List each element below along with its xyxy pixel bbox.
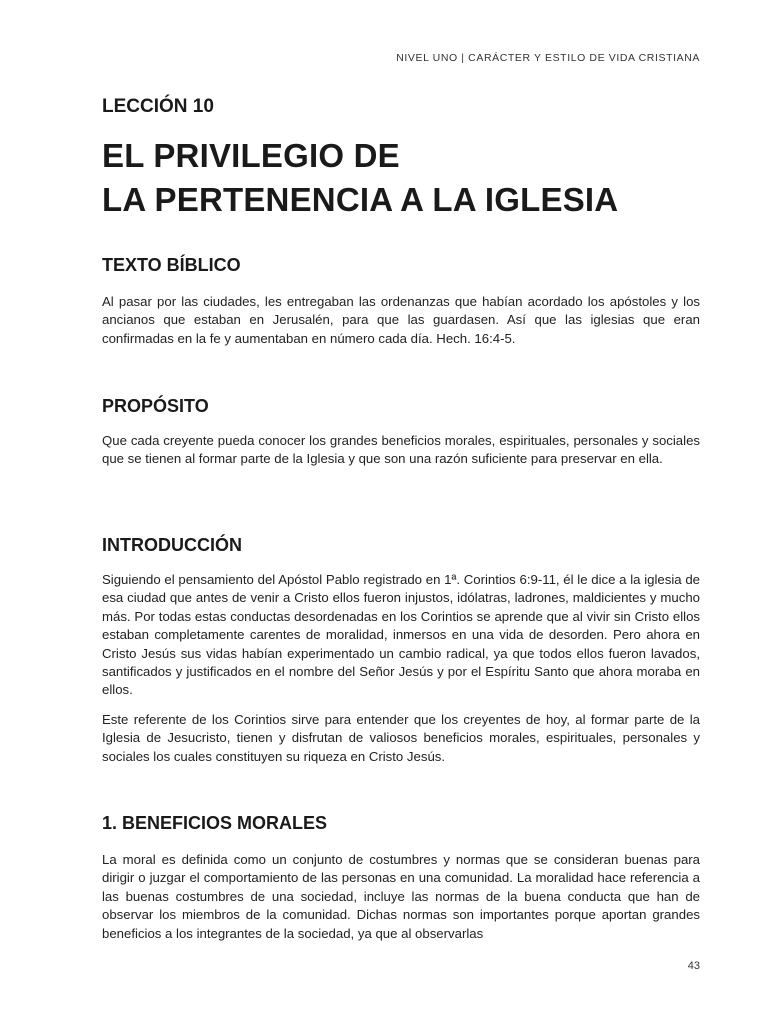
proposito-heading: PROPÓSITO [102, 396, 209, 416]
lesson-title-line-1: EL PRIVILEGIO DE [102, 137, 400, 174]
introduccion-heading: INTRODUCCIÓN [102, 535, 242, 555]
texto-biblico-paragraph: Al pasar por las ciudades, les entregaban las ordenanzas que habían acordado los apóstoles y los ancianos que estaban en Jerusalén, para que las guardasen. Así que las iglesias que eran confirmadas en la fe y aumentaban en número cada día. Hech. 16:4-5. [102, 294, 700, 346]
beneficios-morales-heading: 1. BENEFICIOS MORALES [102, 813, 328, 833]
beneficios-morales-paragraph: La moral es definida como un conjunto de costumbres y normas que se consideran buenas para dirigir o juzgar el comportamiento de las personas en una comunidad. La moralidad hace referencia a las buenas costumbres de una sociedad, incluye las normas de la buena conducta que han de observar los miembros de la comunidad. Dichas normas son importantes porque aportan grandes beneficios a los integrantes de la sociedad, ya que al observarlas [102, 852, 700, 941]
introduccion-paragraph-1: Siguiendo el pensamiento del Apóstol Pablo registrado en 1ª. Corintios 6:9-11, él le dice a la iglesia de esa ciudad que antes de venir a Cristo ellos fueron injustos, idólatras, ladrones, maldicientes y mucho más. Por todas estas conductas desordenadas en los Corintios se aprende que al vivir sin Cristo ellos estaban completamente carentes de moralidad, inmersos en una vida de desorden. Pero ahora en Cristo Jesús sus vidas habían experimentado un cambio radical, ya que todos ellos fueron lavados, santificados y justificados en el nombre del Señor Jesús y por el Espíritu Santo que ahora moraba en ellos. [102, 572, 700, 698]
page-number: 43 [687, 960, 700, 972]
lesson-label: LECCIÓN 10 [102, 96, 214, 117]
proposito-paragraph: Que cada creyente pueda conocer los grandes beneficios morales, espirituales, personales y sociales que se tienen al formar parte de la Iglesia y que son una razón suficiente para preservar en ella. [102, 433, 700, 467]
texto-biblico-heading: TEXTO BÍBLICO [102, 255, 241, 275]
lesson-title-line-2: LA PERTENENCIA A LA IGLESIA [102, 181, 619, 218]
running-header: NIVEL UNO | CARÁCTER Y ESTILO DE VIDA CRISTIANA [396, 52, 700, 64]
introduccion-paragraph-2: Este referente de los Corintios sirve para entender que los creyentes de hoy, al formar parte de la Iglesia de Jesucristo, tienen y disfrutan de valiosos beneficios morales, espirituales, personales y sociales los cuales constituyen su riqueza en Cristo Jesús. [102, 712, 700, 764]
lesson-title [102, 134, 618, 222]
